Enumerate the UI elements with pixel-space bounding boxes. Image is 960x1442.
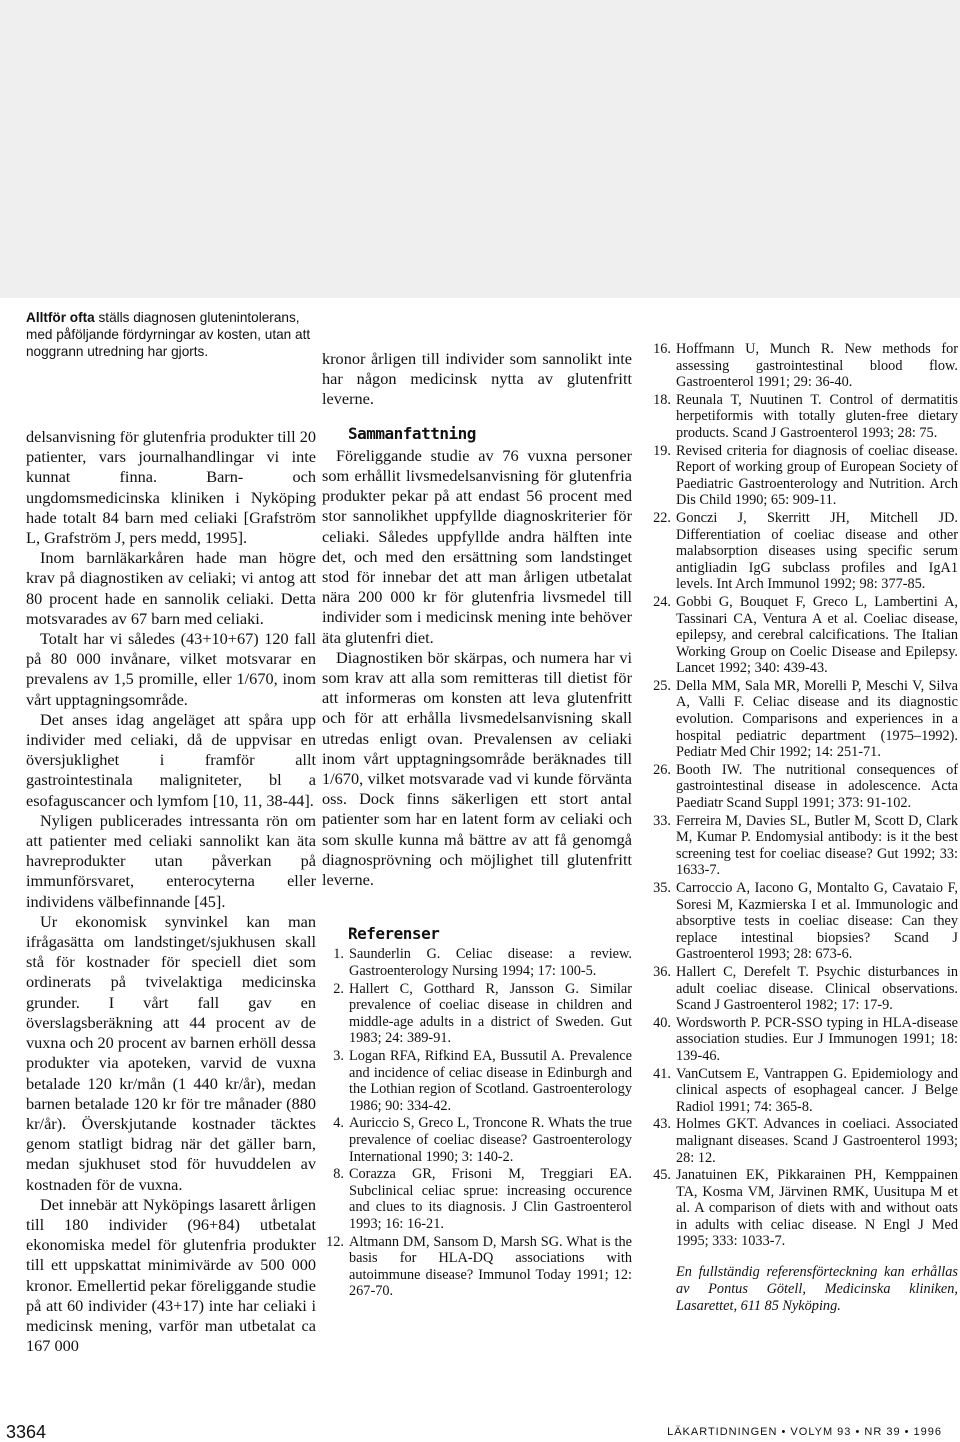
reference-number: 25. [653,677,671,694]
reference-number: 12. [326,1233,344,1250]
reference-item [650,1167,958,1250]
reference-number: 36. [653,963,671,980]
reference-number: 19. [653,442,671,459]
reference-item [322,1234,632,1300]
reference-text: Hallert C, Gotthard R, Jansson G. Similar prevalence of coeliac disease in children and middle-age adults in a district of Sweden. Gut 1983; 24: 389-91. [349,980,632,1047]
reference-text: VanCutsem E, Vantrappen G. Epidemiology and clinical aspects of esophageal cancer. J Belge Radiol 1991; 74: 365-8. [676,1065,958,1115]
reference-number: 22. [653,509,671,526]
reference-number: 16. [653,341,671,357]
reference-item [650,762,958,812]
caption-text: ställs diagnosen glutenintolerans, med påföljande fördyrningar av kosten, utan att noggrann utredning har gjorts. [26,310,311,359]
reference-text: Carroccio A, Iacono G, Montalto G, Cavataio F, Soresi M, Kazmierska I et al. Immunologic and absorptive tests in coeliac disease: Can they replace intestinal biopsies? Scand J Gastroenterol 1993; 28: 673-6. [676,880,958,963]
reference-text: Wordsworth P. PCR-SSO typing in HLA-disease association studies. Eur J Immunogen 1991; 18: 139-46. [676,1014,958,1064]
reference-number: 8. [333,1166,344,1183]
reference-item [322,1115,632,1165]
reference-item [650,1066,958,1116]
reference-item [650,341,958,391]
reference-item [650,510,958,593]
reference-text: Corazza GR, Frisoni M, Treggiari EA. Subclinical celiac sprue: increasing occurence and clues to its diagnosis. J Clin Gastroenterol 1993; 16: 16-21. [349,1166,632,1232]
reference-number: 43. [653,1116,671,1133]
reference-text: Booth IW. The nutritional consequences of gastrointestinal disease in adolescence. Acta Paediatr Scand Suppl 1991; 373: 91-102. [676,761,958,812]
reference-text: Saunderlin G. Celiac disease: a review. Gastroenterology Nursing 1994; 17: 100-5. [349,946,632,980]
reference-text: Logan RFA, Rifkind EA, Bussutil A. Prevalence and incidence of celiac disease in Edinburgh and the Lothian region of Scotland. Gastroenterology 1986; 90: 334-42. [349,1048,632,1114]
article-column-3 [650,341,958,1315]
article-column-1 [26,427,316,1356]
references-heading: Referenser [348,924,440,944]
reference-text: Reunala T, Nuutinen T. Control of dermatitis herpetiformis with totally gluten-free dietary products. Scand J Gastroenterol 1993; 28: 75. [676,391,958,441]
reference-number: 3. [333,1048,344,1065]
page-footer [0,1422,960,1442]
reference-number: 4. [333,1115,344,1132]
reference-item [322,1166,632,1232]
reference-item [650,392,958,442]
paragraph: Det innebär att Nyköpings lasarett årligen till 180 individer (96+84) utbetalat ekonomiska medel för glutenfria produkter till ett uppskattat minimivärde av 500 000 kronor. Emellertid pekar föreliggande studie på att 60 individer (43+17) inte har celiaki i medicinsk mening, varför man utbetalat ca 167 000 [26,1194,316,1356]
reference-list [322,946,632,1299]
reference-text: Altmann DM, Sansom D, Marsh SG. What is the basis for HLA-DQ associations with autoimmune disease? Immunol Today 1991; 12: 267-70. [349,1233,632,1300]
paragraph: delsanvisning för glutenfria produkter till 20 patienter, vars journalhandlingar vi inte kunnat finna. Barn- och ungdomsmedicinska kliniken i Nyköping hade totalt 84 barn med celiaki [Grafström L, Grafström J, pers medd, 1995]. [26,427,316,548]
reference-number: 33. [653,812,671,829]
contact-note: En fullständig referensförteckning kan erhållas av Pontus Götell, Medicinska kliniken, Lasarettet, 611 85 Nyköping. [676,1264,958,1315]
reference-text: Gonczi J, Skerritt JH, Mitchell JD. Differentiation of coeliac disease and other malabsorption diseases using specific serum antigliadin IgG subclass profiles and IgA1 levels. Int Arch Immunol 1992; 98: 377-85. [676,509,958,593]
paragraph: Diagnostiken bör skärpas, och numera har vi som krav att alla som remitteras till dietist för att informeras om konsten att leva glutenfritt och för att erhålla livsmedelsanvisning skall utredas enligt ovan. Prevalensen av celiaki inom vårt upptagningsområde beräknades till 1/670, vilket motsvarade vad vi kunde förvänta oss. Dock finns säkerligen ett stort antal patienter som har en latent form av celiaki och som skulle kunna må bättre av att få genomgå diagnosprövning och möjlighet till glutenfritt leverne. [322,647,632,890]
reference-text: Revised criteria for diagnosis of coeliac disease. Report of working group of European Society of Paediatric Gastroenterology and Nutrition. Arch Dis Child 1990; 65: 909-11. [676,442,958,509]
caption-lead: Alltför ofta [26,310,95,325]
reference-number: 40. [653,1014,671,1031]
paragraph: Nyligen publicerades intressanta rön om att patienter med celiaki sannolikt kan äta havreprodukter utan påverkan på immunförsvaret, enterocyterna eller individens välbefinnande [45]. [26,810,316,911]
reference-number: 18. [653,391,671,408]
reference-number: 45. [653,1167,671,1184]
reference-item [322,1048,632,1114]
reference-text: Gobbi G, Bouquet F, Greco L, Lambertini A, Tassinari CA, Ventura A et al. Coeliac disease, epilepsy, and cerebral calcifications. The Italian Working Group on Coelic Disease and Epilepsy. Lancet 1992; 340: 439-43. [676,593,958,677]
reference-text: Della MM, Sala MR, Morelli P, Meschi V, Silva A, Valli F. Celiac disease and its diagnostic evolution. Comparisons and experiences in a hospital pediatric department (1975–1992). Pediatr Med Chir 1992; 14: 251-71. [676,677,958,761]
reference-item [650,813,958,879]
reference-item [650,594,958,677]
reference-item [650,1015,958,1065]
reference-text: Janatuinen EK, Pikkarainen PH, Kemppainen TA, Kosma VM, Järvinen RMK, Uusitupa M et al. A comparison of diets with and without oats in adults with celiac disease. N Engl J Med 1995; 333: 1033-7. [676,1167,958,1250]
reference-item [322,981,632,1047]
reference-number: 41. [653,1065,671,1082]
reference-number: 2. [333,980,344,997]
reference-item [322,946,632,979]
paragraph: Det anses idag angeläget att spåra upp individer med celiaki, då de uppvisar en översjuklighet i framför allt gastrointestinala maligniteter, bl a esofaguscancer och lymfom [10, 11, 38-44]. [26,709,316,810]
journal-tag: LÄKARTIDNINGEN • VOLYM 93 • NR 39 • 1996 [667,1426,942,1438]
reference-text: Ferreira M, Davies SL, Butler M, Scott D, Clark M, Kumar P. Endomysial antibody: is it the best screening test for coeliac disease? Gut 1992; 33: 1633-7. [676,812,958,879]
reference-item [650,1116,958,1166]
page-number: 3364 [6,1422,47,1442]
paragraph: Föreliggande studie av 76 vuxna personer som erhållit livsmedelsanvisning för glutenfria produkter pekar på att endast 56 procent med stor sannolikhet uppfyllde diagnoskriterier för celiaki. Således uppfyllde andra hälften inte det, och med den ersättning som landstinget stod för innebar det att man årligen utbetalat nära 200 000 kr för glutenfria livsmedel till individer som i medicinsk mening inte behöver äta glutenfri diet. [322,445,632,647]
reference-text: Auriccio S, Greco L, Troncone R. Whats the true prevalence of coeliac disease? Gastroenterology International 1990; 3: 140-2. [349,1115,632,1165]
paragraph: Totalt har vi således (43+10+67) 120 fall på 80 000 invånare, vilket motsvarar en prevalens av 1,5 promille, eller 1/670, inom vårt upptagningsområde. [26,629,316,709]
paragraph: Inom barnläkarkåren hade man högre krav på diagnostiken av celiaki; vi antog att 80 procent hade en sannolik celiaki. Detta motsvarades av 67 barn med celiaki. [26,548,316,628]
reference-text: Hallert C, Derefelt T. Psychic disturbances in adult coeliac disease. Clinical observations. Scand J Gastroenterol 1982; 17: 17-9. [676,963,958,1014]
reference-number: 1. [333,946,344,963]
figure-placeholder [0,0,960,298]
reference-list [650,341,958,1250]
article-column-2 [322,349,632,1301]
reference-number: 35. [653,880,671,896]
reference-item [650,443,958,509]
reference-item [650,964,958,1014]
paragraph: Ur ekonomisk synvinkel kan man ifrågasätta om landstinget/sjukhusen skall stå för kostnader för speciell diet som ordinerats på tvivelaktiga medicinska grunder. I vårt fall gav en överslagsberäkning att 44 procent av de vuxna och 20 procent av barnen erhöll dessa produkter via apoteken, varvid de vuxna betalade 120 kr/mån (1 440 kr/år), medan barnen betalade 120 kr för tre månader (880 kr/år). Överskjutande kostnader täcktes genom statligt bidrag när det gäller barn, medan sjukhuset stod för huvuddelen av kostnaden för de vuxna. [26,911,316,1194]
paragraph: kronor årligen till individer som sannolikt inte har någon medicinsk nytta av glutenfritt leverne. [322,349,632,409]
reference-number: 26. [653,761,671,778]
reference-text: Holmes GKT. Advances in coeliaci. Associated malignant diseases. Scand J Gastroenterol 1993; 28: 12. [676,1116,958,1166]
reference-number: 24. [653,593,671,610]
reference-text: Hoffmann U, Munch R. New methods for assessing gastrointestinal blood flow. Gastroenterol 1991; 29: 36-40. [676,341,958,391]
summary-heading: Sammanfattning [348,423,476,443]
reference-item [650,678,958,761]
figure-caption [26,309,318,360]
reference-item [650,880,958,963]
